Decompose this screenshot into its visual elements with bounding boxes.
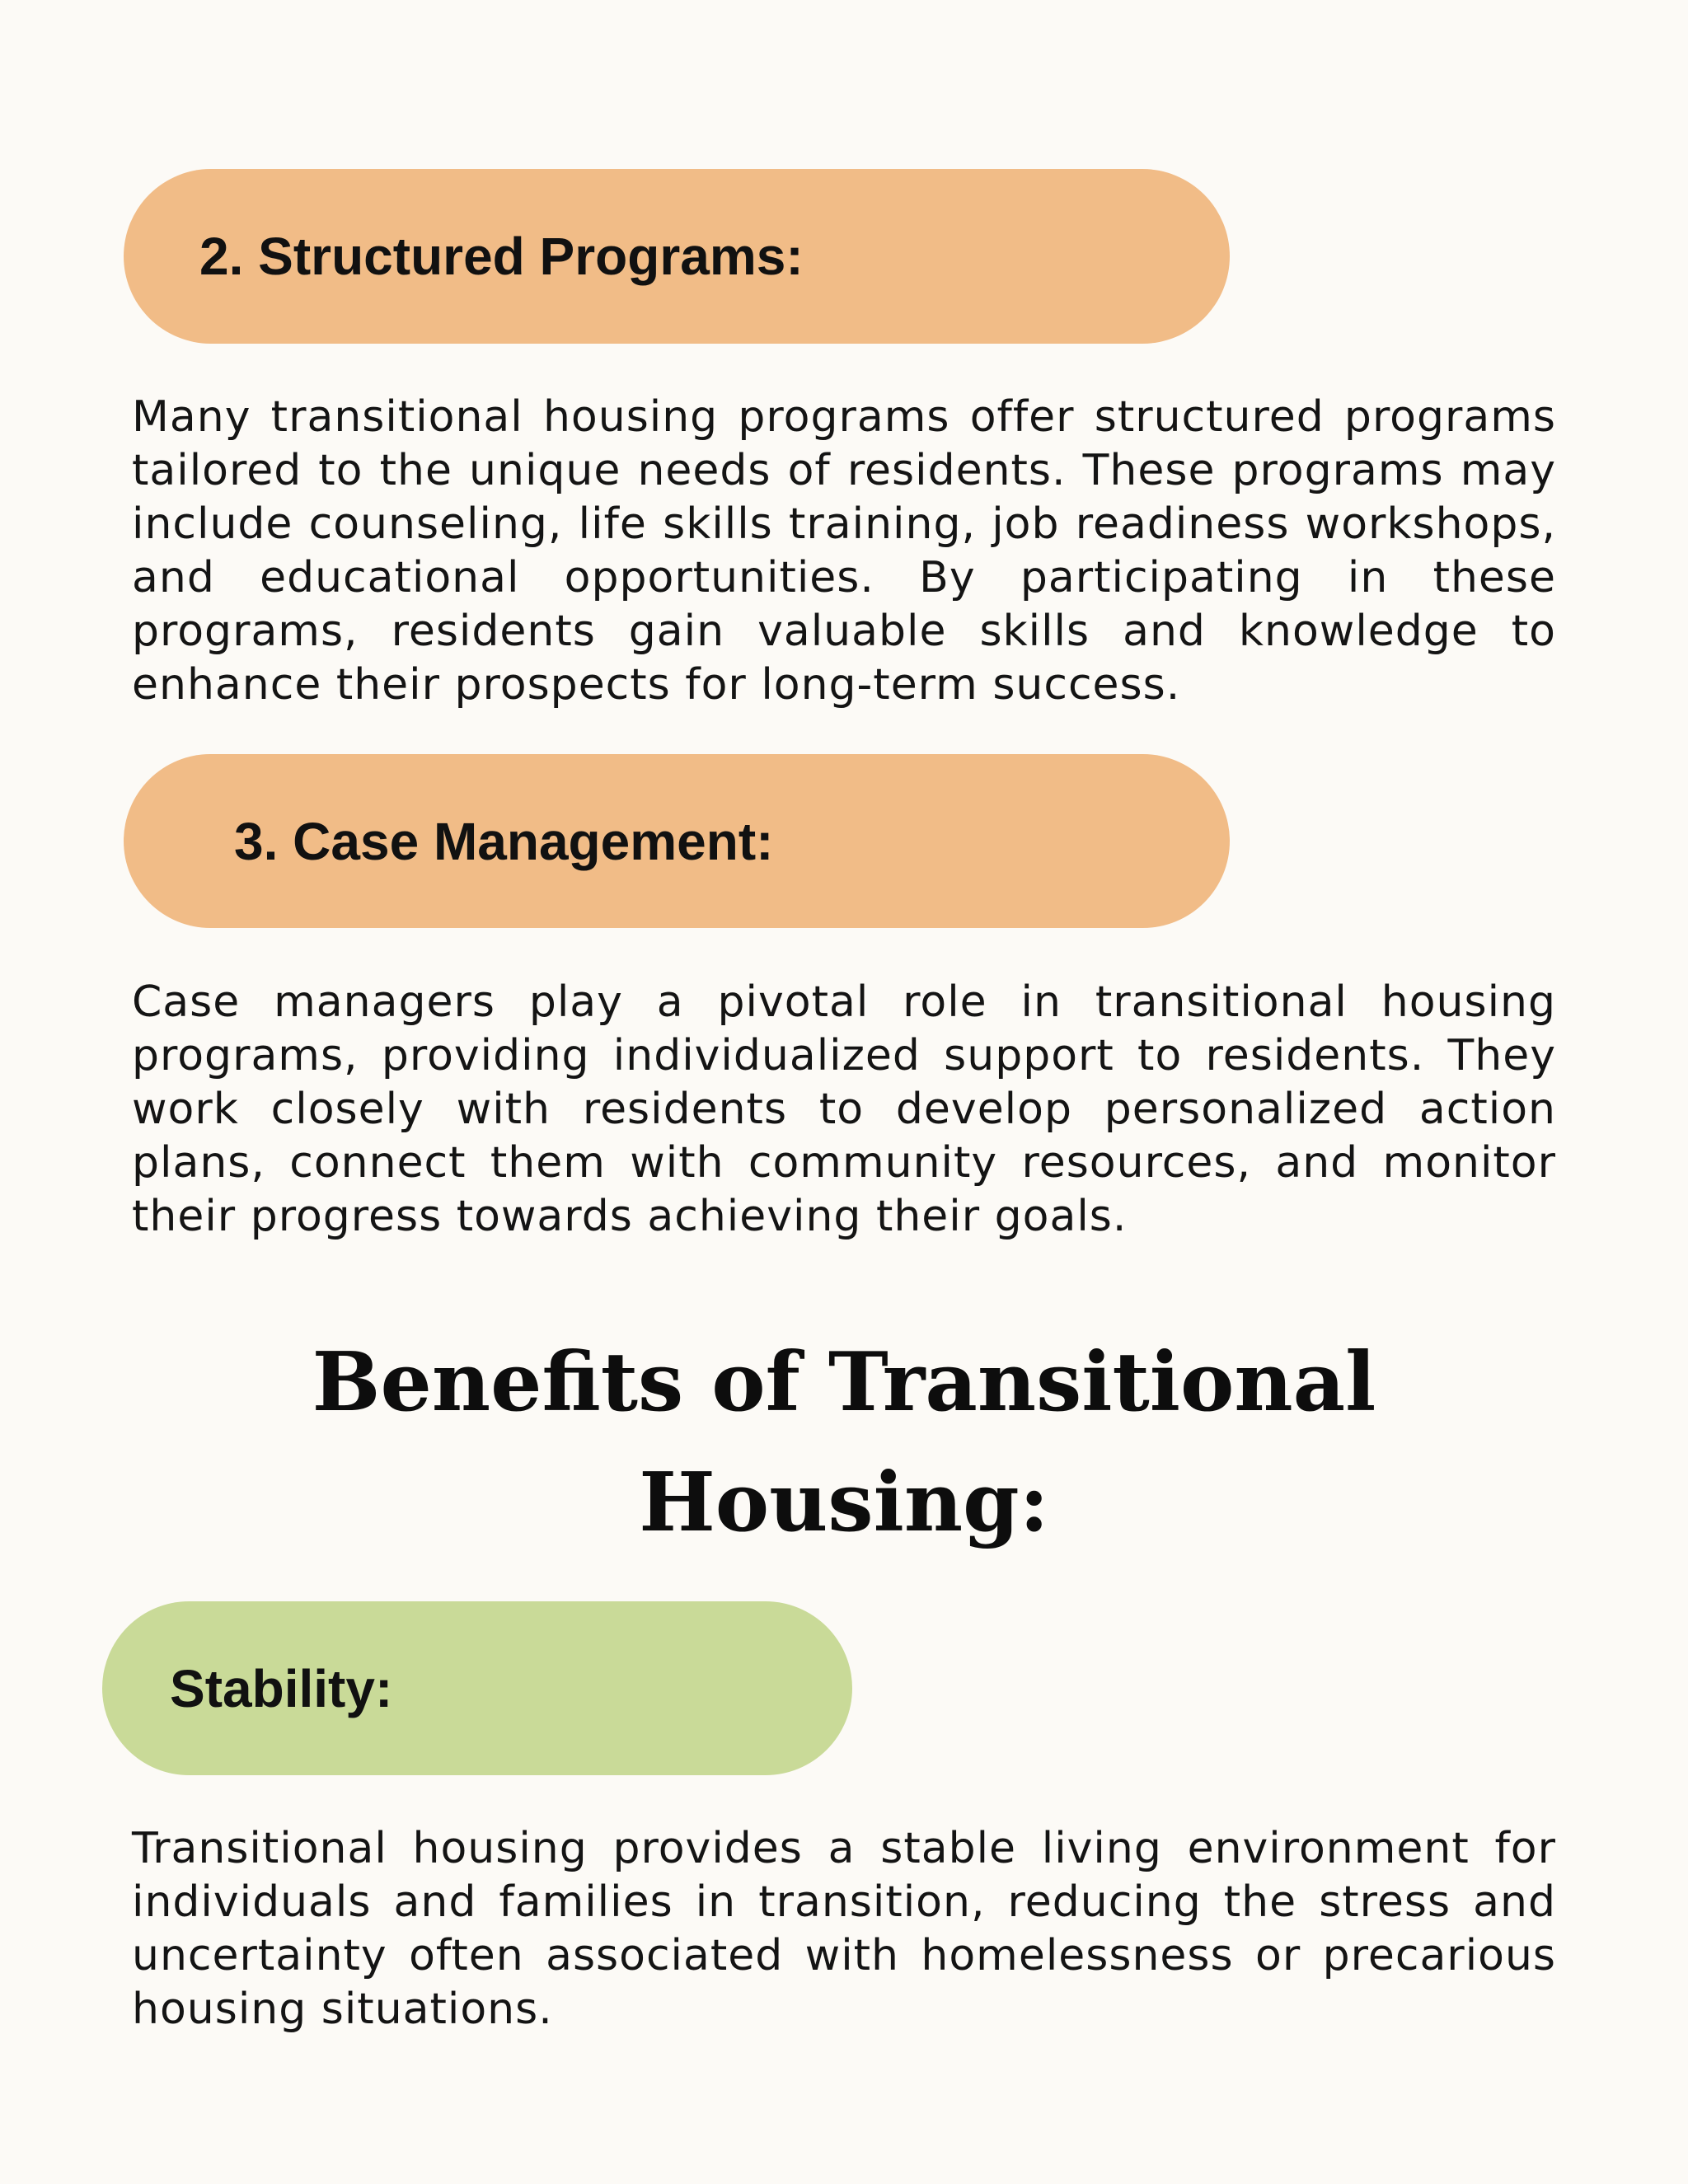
stability-pill [102,1601,852,1775]
structured-programs-label: 2. Structured Programs: [199,227,804,286]
benefits-heading-line1: Benefits of Transitional [312,1335,1376,1430]
stability-label: Stability: [170,1658,393,1718]
structured-programs-text: Many transitional housing programs offer structured programs tailored to the unique needs of residents. These programs may include counseling, life skills training, job readiness workshops, and educational opportunities. By participating in these programs, residents gain valuable skills and knowledge to enhance their prospects for long-term success. [132,392,1556,710]
case-management-label: 3. Case Management: [234,811,774,871]
structured-programs-pill [124,169,1230,344]
benefits-heading-line2: Housing: [639,1455,1049,1550]
case-management-text: Case managers play a pivotal role in transitional housing programs, providing individualized support to residents. They work closely with residents to develop personalized action plans, connect them with community resources, and monitor their progress towards achieving their goals. [132,977,1556,1241]
stability-text: Transitional housing provides a stable living environment for individuals and families in transition, reducing the stress and uncertainty often associated with homelessness or precarious housing situations. [132,1824,1556,2034]
benefits-heading [0,1323,1688,1563]
case-management-pill [124,754,1230,928]
